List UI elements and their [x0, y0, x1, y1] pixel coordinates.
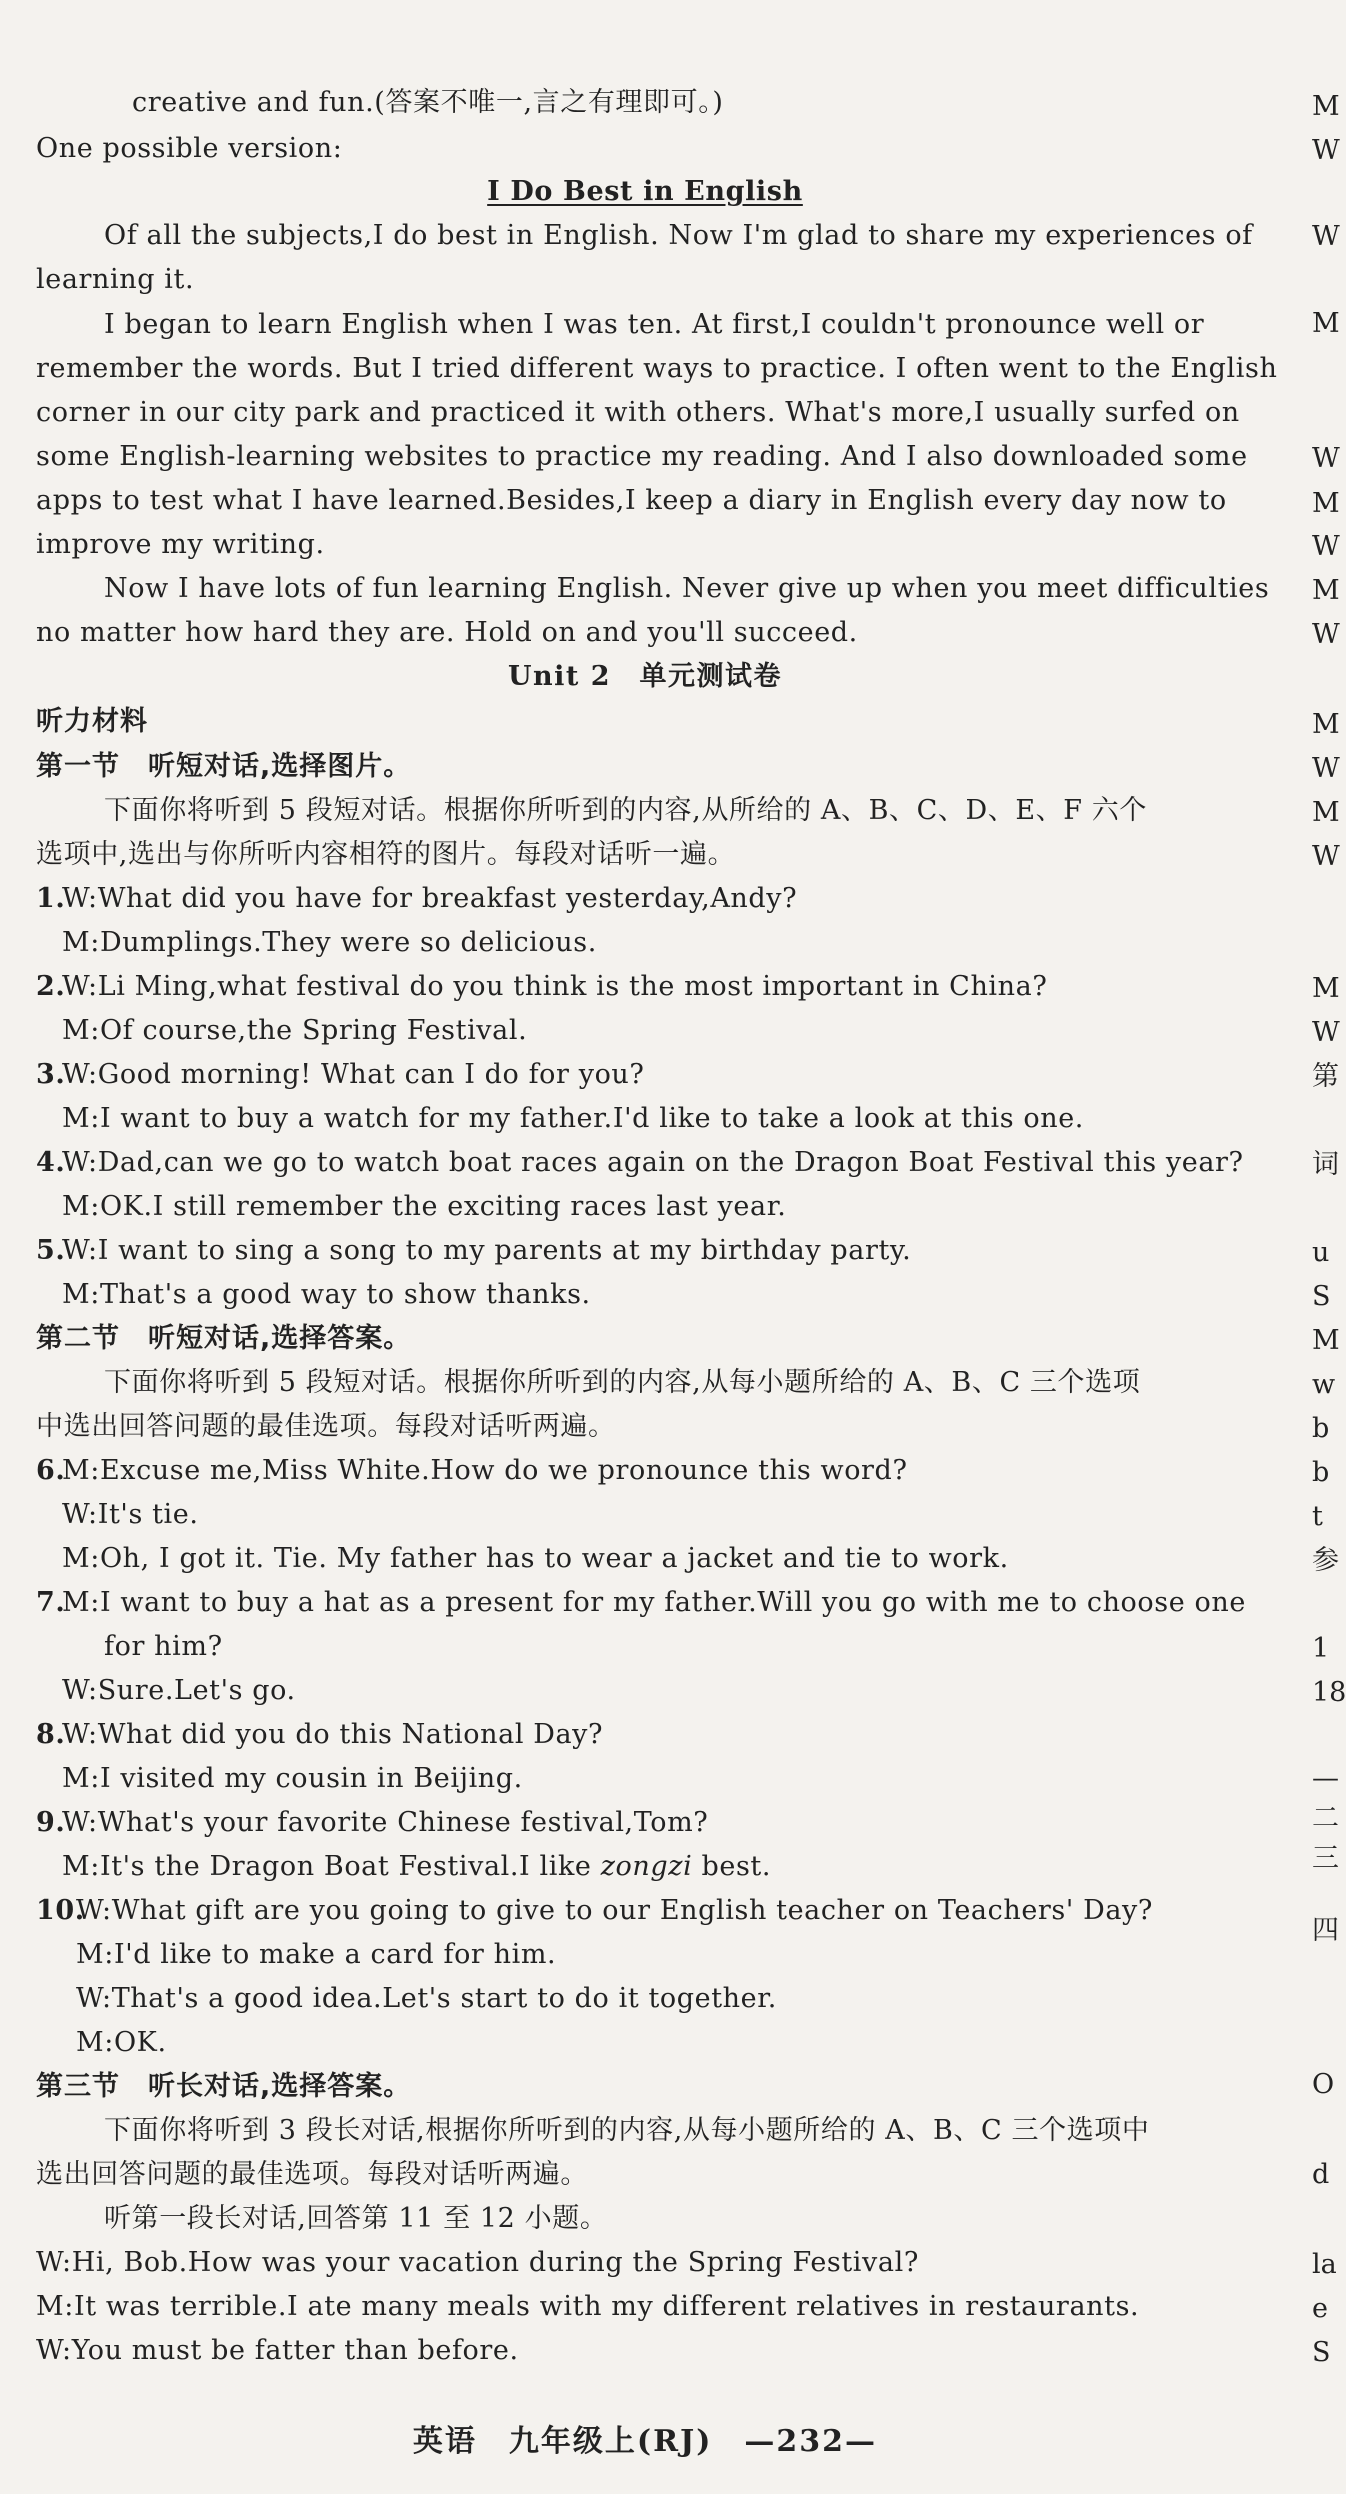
dialogue-line: W:It's tie. [62, 1499, 199, 1530]
dialogue-line: M:I want to buy a hat as a present for my father.Will you go with me to choose one [62, 1587, 1246, 1618]
essay-line: some English-learning websites to practice my reading. And I also downloaded some [36, 441, 1248, 472]
edge-fragment: W [1312, 221, 1340, 252]
edge-fragment: w [1312, 1369, 1336, 1400]
edge-fragment: M [1312, 308, 1340, 339]
edge-fragment: 词 [1312, 1149, 1339, 1180]
essay-title: I Do Best in English [487, 176, 803, 207]
dialogue-line: M:That's a good way to show thanks. [62, 1279, 591, 1310]
question-number: 7. [36, 1587, 66, 1618]
edge-fragment: M [1312, 973, 1340, 1004]
dialogue-line: W:What did you have for breakfast yesterday,Andy? [62, 883, 798, 914]
dialogue-line: W:Li Ming,what festival do you think is the most important in China? [62, 971, 1048, 1002]
dialogue-line: W:Hi, Bob.How was your vacation during the Spring Festival? [36, 2247, 919, 2278]
essay-line: corner in our city park and practiced it with others. What's more,I usually surfed on [36, 397, 1240, 428]
edge-fragment: la [1312, 2249, 1337, 2280]
essay-line: Now I have lots of fun learning English. Never give up when you meet difficulties [104, 573, 1270, 604]
question-number: 10. [36, 1895, 85, 1926]
edge-fragment: M [1312, 797, 1340, 828]
essay-line: no matter how hard they are. Hold on and you'll succeed. [36, 617, 858, 648]
dialogue-line: W:You must be fatter than before. [36, 2335, 519, 2366]
edge-fragment: 18 [1312, 1677, 1346, 1708]
edge-fragment: 第 [1312, 1061, 1339, 1092]
question-number: 9. [36, 1807, 66, 1838]
edge-fragment: S [1312, 2337, 1331, 2368]
zongzi-word: zongzi [600, 1851, 693, 1882]
question-number: 2. [36, 971, 66, 1002]
edge-fragment: M [1312, 575, 1340, 606]
question-number: 5. [36, 1235, 66, 1266]
edge-fragment: W [1312, 753, 1340, 784]
section-3-intro: 听第一段长对话,回答第 11 至 12 小题。 [104, 2203, 608, 2234]
edge-fragment: e [1312, 2293, 1328, 2324]
dialogue-line: W:Good morning! What can I do for you? [62, 1059, 645, 1090]
section-2-heading: 第二节 听短对话,选择答案。 [36, 1323, 412, 1354]
section-3-intro: 选出回答问题的最佳选项。每段对话听两遍。 [36, 2159, 588, 2190]
dialogue-line: W:Dad,can we go to watch boat races again on the Dragon Boat Festival this year? [62, 1147, 1244, 1178]
edge-fragment: M [1312, 91, 1340, 122]
dialogue-line: M:OK. [76, 2027, 167, 2058]
dialogue-line: W:That's a good idea.Let's start to do it together. [76, 1983, 777, 2014]
edge-fragment: d [1312, 2159, 1330, 2190]
question-number: 1. [36, 883, 66, 914]
edge-fragment: b [1312, 1457, 1330, 1488]
section-3-intro: 下面你将听到 3 段长对话,根据你所听到的内容,从每小题所给的 A、B、C 三个选项中 [104, 2115, 1150, 2146]
dialogue-line: M:Dumplings.They were so delicious. [62, 927, 597, 958]
dialogue-line [62, 1848, 771, 1886]
edge-fragment: — [1312, 1763, 1339, 1794]
essay-line: apps to test what I have learned.Besides,I keep a diary in English every day now to [36, 485, 1227, 516]
dialogue-line: M:Oh, I got it. Tie. My father has to wear a jacket and tie to work. [62, 1543, 1009, 1574]
edge-fragment: W [1312, 841, 1340, 872]
edge-fragment: M [1312, 1325, 1340, 1356]
dialogue-line: W:I want to sing a song to my parents at my birthday party. [62, 1235, 912, 1266]
section-1-intro: 选项中,选出与你所听内容相符的图片。每段对话听一遍。 [36, 839, 736, 870]
edge-fragment: 参 [1312, 1545, 1339, 1576]
section-3-heading: 第三节 听长对话,选择答案。 [36, 2071, 412, 2102]
essay-line: learning it. [36, 264, 195, 295]
question-number: 4. [36, 1147, 66, 1178]
section-1-heading: 第一节 听短对话,选择图片。 [36, 751, 412, 782]
edge-fragment: W [1312, 443, 1340, 474]
essay-line: improve my writing. [36, 529, 325, 560]
dialogue-line: W:What's your favorite Chinese festival,Tom? [62, 1807, 709, 1838]
essay-line: I began to learn English when I was ten. At first,I couldn't pronounce well or [104, 309, 1205, 340]
dialogue-text: best. [701, 1851, 772, 1882]
section-2-intro: 下面你将听到 5 段短对话。根据你所听到的内容,从每小题所给的 A、B、C 三个选项 [104, 1367, 1141, 1398]
dialogue-line: M:OK.I still remember the exciting races last year. [62, 1191, 787, 1222]
edge-fragment: M [1312, 488, 1340, 519]
edge-fragment: W [1312, 135, 1340, 166]
edge-fragment: S [1312, 1281, 1331, 1312]
section-2-intro: 中选出回答问题的最佳选项。每段对话听两遍。 [36, 1411, 616, 1442]
edge-fragment: W [1312, 1017, 1340, 1048]
dialogue-text: M:It's the Dragon Boat Festival.I like [62, 1851, 592, 1882]
edge-fragment: b [1312, 1413, 1330, 1444]
dialogue-line: M:I'd like to make a card for him. [76, 1939, 557, 1970]
listening-label: 听力材料 [36, 706, 148, 737]
dialogue-line: M:Of course,the Spring Festival. [62, 1015, 528, 1046]
edge-fragment: t [1312, 1501, 1323, 1532]
edge-fragment: 四 [1312, 1915, 1339, 1946]
edge-fragment: 二 [1312, 1803, 1339, 1834]
edge-fragment: 三 [1312, 1843, 1339, 1874]
question-number: 3. [36, 1059, 66, 1090]
essay-line: Of all the subjects,I do best in English. Now I'm glad to share my experiences of [104, 220, 1253, 251]
page-footer: 英语 九年级上(RJ) —232— [412, 2424, 878, 2459]
dialogue-line: M:It was terrible.I ate many meals with my different relatives in restaurants. [36, 2291, 1140, 2322]
essay-line: remember the words. But I tried different ways to practice. I often went to the English [36, 353, 1278, 384]
unit-title: Unit 2 单元测试卷 [507, 661, 783, 692]
dialogue-line: W:What did you do this National Day? [62, 1719, 604, 1750]
dialogue-line: M:Excuse me,Miss White.How do we pronounce this word? [62, 1455, 908, 1486]
question-number: 8. [36, 1719, 66, 1750]
dialogue-line: W:Sure.Let's go. [62, 1675, 296, 1706]
edge-fragment: 1 [1312, 1633, 1330, 1664]
dialogue-line: for him? [104, 1631, 223, 1662]
dialogue-line: W:What gift are you going to give to our English teacher on Teachers' Day? [76, 1895, 1153, 1926]
intro-line-1: creative and fun.(答案不唯一,言之有理即可。) [132, 87, 724, 118]
section-1-intro: 下面你将听到 5 段短对话。根据你所听到的内容,从所给的 A、B、C、D、E、F 六个 [104, 795, 1147, 826]
dialogue-line: M:I want to buy a watch for my father.I'd like to take a look at this one. [62, 1103, 1084, 1134]
edge-fragment: O [1312, 2069, 1335, 2100]
intro-line-2: One possible version: [36, 133, 343, 164]
edge-fragment: M [1312, 709, 1340, 740]
edge-fragment: u [1312, 1237, 1330, 1268]
edge-fragment: W [1312, 619, 1340, 650]
dialogue-line: M:I visited my cousin in Beijing. [62, 1763, 523, 1794]
question-number: 6. [36, 1455, 66, 1486]
edge-fragment: W [1312, 531, 1340, 562]
